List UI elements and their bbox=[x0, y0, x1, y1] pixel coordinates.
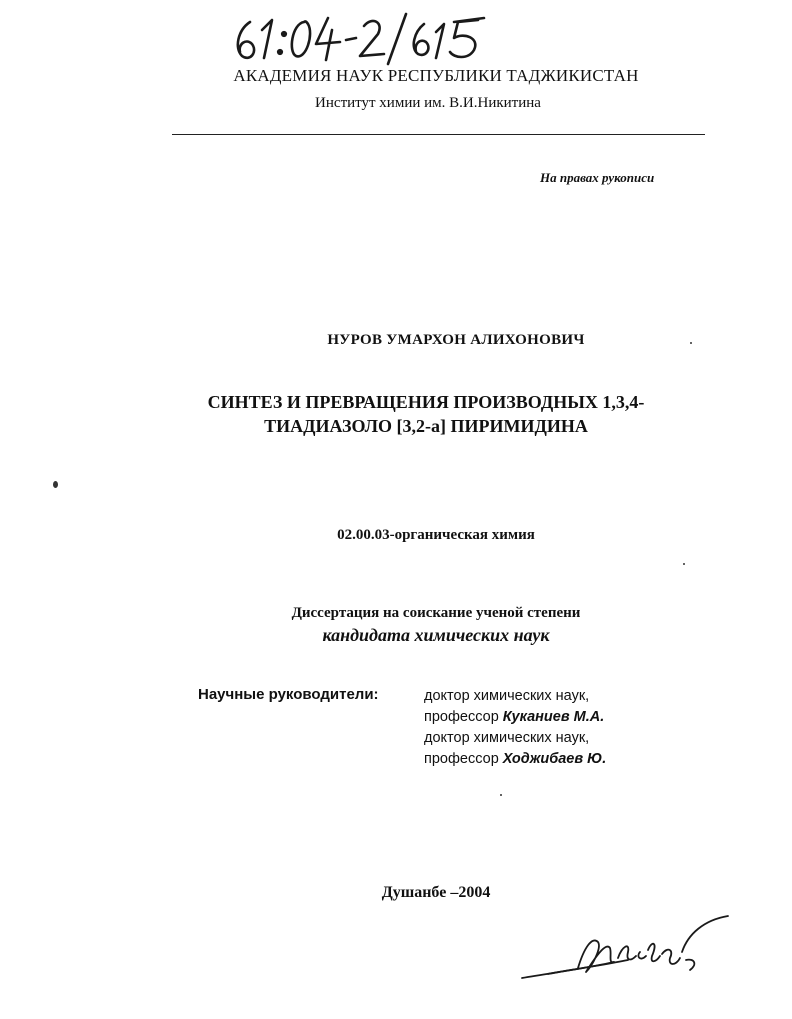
supervisors-list bbox=[424, 686, 606, 770]
supervisor-1-rank: профессор bbox=[424, 709, 499, 725]
scan-speck bbox=[690, 342, 692, 344]
supervisors-label: Научные руководители: bbox=[198, 686, 379, 703]
supervisor-2-name: Ходжибаев Ю. bbox=[502, 751, 607, 767]
supervisor-1-degree: доктор химических наук, bbox=[424, 688, 590, 704]
scan-speck bbox=[683, 563, 685, 565]
dissertation-title bbox=[30, 390, 792, 438]
title-line-1: СИНТЕЗ И ПРЕВРАЩЕНИЯ ПРОИЗВОДНЫХ 1,3,4- bbox=[207, 392, 645, 412]
institute-name: Институт химии им. В.И.Никитина bbox=[315, 95, 541, 111]
rights-note: На правах рукописи bbox=[540, 170, 655, 185]
scan-speck bbox=[53, 481, 58, 488]
title-line-2: ТИАДИАЗОЛО [3,2-а] ПИРИМИДИНА bbox=[264, 416, 588, 436]
academic-degree: кандидата химических наук bbox=[322, 625, 550, 645]
supervisor-1-name: Куканиев М.А. bbox=[502, 709, 605, 725]
supervisor-2-rank-name bbox=[424, 749, 606, 770]
supervisor-1-rank-name bbox=[424, 707, 606, 728]
dissertation-statement: Диссертация на соискание ученой степени bbox=[291, 605, 581, 621]
scan-speck bbox=[500, 794, 502, 796]
specialty-code: 02.00.03-органическая химия bbox=[337, 527, 535, 543]
supervisor-2-degree: доктор химических наук, bbox=[424, 730, 590, 746]
handwritten-catalog-number bbox=[228, 8, 518, 68]
author-name: НУРОВ УМАРХОН АЛИХОНОВИЧ bbox=[327, 332, 585, 348]
supervisor-2-rank: профессор bbox=[424, 751, 499, 767]
city-and-year: Душанбе –2004 bbox=[381, 884, 491, 901]
academy-name: АКАДЕМИЯ НАУК РЕСПУБЛИКИ ТАДЖИКИСТАН bbox=[233, 66, 639, 85]
handwritten-signature bbox=[518, 912, 748, 992]
header-divider bbox=[172, 134, 705, 135]
